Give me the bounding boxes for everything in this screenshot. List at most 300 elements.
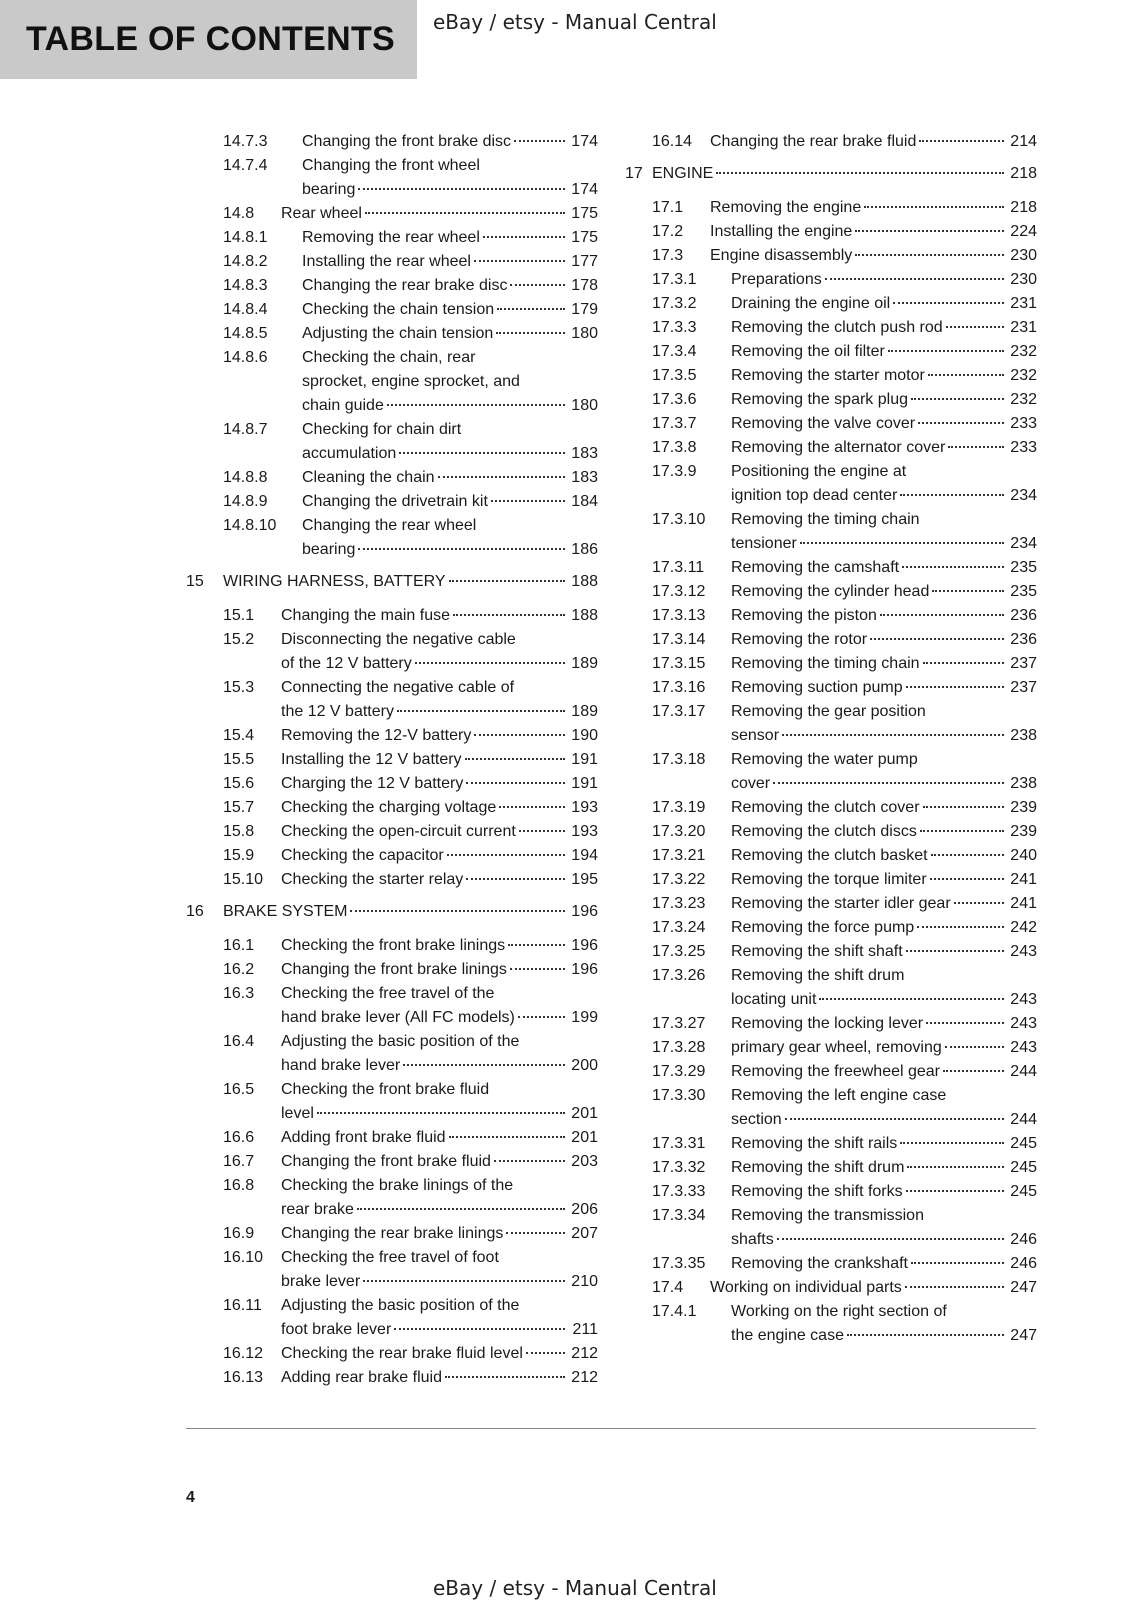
toc-page-number: 245	[1010, 1135, 1037, 1152]
toc-entry-number: 14.8	[223, 205, 255, 222]
toc-page-number: 243	[1010, 1039, 1037, 1056]
dot-leader	[449, 1136, 565, 1138]
dot-leader	[499, 806, 565, 808]
page-number: 4	[186, 1489, 195, 1506]
toc-entry-title: accumulation	[302, 445, 397, 462]
toc-page-number: 243	[1010, 991, 1037, 1008]
dot-leader	[943, 1070, 1004, 1072]
dot-leader	[773, 782, 1004, 784]
toc-entry-title: Removing the rotor	[731, 631, 868, 648]
toc-entry-title: Checking for chain dirt	[302, 421, 462, 438]
toc-entry-title: Removing the piston	[731, 607, 877, 624]
toc-entry-title: Removing the transmission	[731, 1207, 924, 1224]
dot-leader	[928, 374, 1004, 376]
toc-page-number: 241	[1010, 871, 1037, 888]
toc-entry[interactable]	[625, 916, 1037, 940]
toc-page-number: 179	[571, 301, 598, 318]
toc-entry[interactable]	[625, 580, 1037, 604]
toc-entry-number: 16.11	[223, 1297, 262, 1314]
toc-entry[interactable]	[625, 748, 1037, 796]
dot-leader	[782, 734, 1004, 736]
toc-page-number: 239	[1010, 799, 1037, 816]
toc-entry-number: 14.7.4	[223, 157, 268, 174]
toc-entry[interactable]	[186, 1246, 598, 1294]
toc-entry[interactable]	[186, 226, 598, 250]
dot-leader	[510, 284, 565, 286]
toc-page-number: 233	[1010, 415, 1037, 432]
dot-leader	[514, 140, 565, 142]
toc-entry-title: section	[731, 1111, 782, 1128]
dot-leader	[923, 662, 1004, 664]
toc-entry[interactable]	[186, 628, 598, 676]
toc-entry-number: 14.8.4	[223, 301, 268, 318]
toc-entry-title: brake lever	[281, 1273, 361, 1290]
toc-page-number: 245	[1010, 1183, 1037, 1200]
toc-entry-title: Removing the torque limiter	[731, 871, 927, 888]
toc-entry[interactable]	[625, 700, 1037, 748]
toc-entry[interactable]	[625, 292, 1037, 316]
dot-leader	[932, 590, 1004, 592]
toc-entry-number: 16.8	[223, 1177, 255, 1194]
toc-entry[interactable]	[625, 844, 1037, 868]
dot-leader	[926, 1022, 1004, 1024]
toc-entry[interactable]	[186, 934, 598, 958]
toc-entry-title: Adjusting the basic position of the	[281, 1033, 520, 1050]
watermark-top: eBay / etsy - Manual Central	[433, 10, 717, 34]
toc-entry[interactable]	[186, 796, 598, 820]
toc-entry[interactable]	[186, 274, 598, 298]
toc-entry[interactable]	[625, 316, 1037, 340]
toc-entry[interactable]	[186, 1222, 598, 1246]
dot-leader	[825, 278, 1004, 280]
toc-entry-title: Removing the shift rails	[731, 1135, 898, 1152]
toc-entry-title: Checking the chain tension	[302, 301, 495, 318]
toc-entry-number: 17.3	[652, 247, 684, 264]
toc-entry[interactable]	[186, 490, 598, 514]
toc-entry-number: 17.4.1	[652, 1303, 697, 1320]
toc-entry-title: shafts	[731, 1231, 774, 1248]
toc-entry[interactable]	[186, 466, 598, 490]
toc-entry-title: Cleaning the chain	[302, 469, 435, 486]
toc-page-number: 237	[1010, 679, 1037, 696]
toc-entry[interactable]	[625, 868, 1037, 892]
toc-page-number: 236	[1010, 607, 1037, 624]
toc-entry[interactable]	[625, 1156, 1037, 1180]
toc-entry[interactable]	[625, 1132, 1037, 1156]
toc-entry-number: 14.8.10	[223, 517, 277, 534]
toc-entry-title: Installing the 12 V battery	[281, 751, 462, 768]
toc-page-number: 175	[571, 229, 598, 246]
toc-entry-title: hand brake lever (All FC models)	[281, 1009, 515, 1026]
dot-leader	[911, 1262, 1004, 1264]
toc-entry-title: Changing the front brake linings	[281, 961, 507, 978]
toc-entry-title: Checking the free travel of the	[281, 985, 495, 1002]
toc-page-number: 237	[1010, 655, 1037, 672]
toc-entry-title: Removing the engine	[710, 199, 862, 216]
toc-entry-title: primary gear wheel, removing	[731, 1039, 942, 1056]
toc-entry-title: level	[281, 1105, 314, 1122]
toc-chapter-entry[interactable]	[625, 162, 1037, 186]
dot-leader	[777, 1238, 1004, 1240]
toc-page-number: 199	[571, 1009, 598, 1026]
dot-leader	[906, 950, 1004, 952]
toc-entry-number: 17.3.16	[652, 679, 706, 696]
dot-leader	[945, 1046, 1004, 1048]
toc-entry[interactable]	[625, 436, 1037, 460]
toc-page-number: 180	[571, 325, 598, 342]
toc-page-number: 238	[1010, 775, 1037, 792]
toc-entry[interactable]	[625, 556, 1037, 580]
toc-page-number: 242	[1010, 919, 1037, 936]
toc-entry[interactable]	[625, 1084, 1037, 1132]
toc-entry-title: Checking the chain, rear	[302, 349, 476, 366]
dot-leader	[880, 614, 1004, 616]
toc-entry[interactable]	[625, 412, 1037, 436]
toc-entry[interactable]	[186, 418, 598, 466]
toc-entry-title: Removing the clutch basket	[731, 847, 928, 864]
toc-entry[interactable]	[186, 820, 598, 844]
toc-entry-number: 17.3.23	[652, 895, 706, 912]
toc-entry-title: Removing the alternator cover	[731, 439, 946, 456]
toc-entry-title: of the 12 V battery	[281, 655, 412, 672]
toc-entry[interactable]	[186, 1294, 598, 1342]
toc-page-number: 244	[1010, 1111, 1037, 1128]
toc-page-number: 236	[1010, 631, 1037, 648]
toc-entry[interactable]	[186, 1342, 598, 1366]
toc-entry-number: 14.8.1	[223, 229, 268, 246]
toc-entry-number: 15.3	[223, 679, 255, 696]
dot-leader	[785, 1118, 1004, 1120]
toc-page-number: 235	[1010, 583, 1037, 600]
toc-entry-number: 17.3.4	[652, 343, 697, 360]
toc-entry[interactable]	[186, 514, 598, 562]
toc-page-number: 210	[571, 1273, 598, 1290]
toc-entry[interactable]	[625, 820, 1037, 844]
toc-entry-title: Checking the charging voltage	[281, 799, 497, 816]
toc-entry[interactable]	[186, 298, 598, 322]
toc-page-number: 235	[1010, 559, 1037, 576]
toc-entry[interactable]	[625, 892, 1037, 916]
toc-entry-number: 15.10	[223, 871, 264, 888]
toc-entry-number: 16.1	[223, 937, 255, 954]
dot-leader	[465, 758, 565, 760]
toc-page-number: 188	[571, 573, 598, 590]
toc-entry-title: Removing the cylinder head	[731, 583, 930, 600]
toc-entry[interactable]	[625, 1252, 1037, 1276]
toc-entry[interactable]	[186, 724, 598, 748]
toc-entry-title: Checking the free travel of foot	[281, 1249, 499, 1266]
toc-chapter-entry[interactable]	[186, 570, 598, 594]
toc-entry[interactable]	[625, 1276, 1037, 1300]
toc-entry[interactable]	[186, 1174, 598, 1222]
dot-leader	[510, 968, 565, 970]
toc-entry-title: Changing the rear brake disc	[302, 277, 508, 294]
toc-page-number: 230	[1010, 271, 1037, 288]
dot-leader	[357, 1208, 565, 1210]
toc-entry-title: Changing the front wheel	[302, 157, 480, 174]
toc-page-number: 241	[1010, 895, 1037, 912]
toc-entry[interactable]	[625, 340, 1037, 364]
toc-entry-title: ignition top dead center	[731, 487, 898, 504]
dot-leader	[930, 878, 1004, 880]
toc-entry-number: 14.8.5	[223, 325, 268, 342]
toc-entry-number: 16.2	[223, 961, 255, 978]
toc-entry-title: Checking the starter relay	[281, 871, 464, 888]
toc-entry[interactable]	[625, 244, 1037, 268]
toc-page-number: 234	[1010, 487, 1037, 504]
toc-entry-number: 14.8.7	[223, 421, 268, 438]
dot-leader	[466, 782, 565, 784]
toc-entry-title: Preparations	[731, 271, 822, 288]
toc-entry[interactable]	[186, 1366, 598, 1390]
toc-entry[interactable]	[625, 388, 1037, 412]
toc-entry[interactable]	[625, 604, 1037, 628]
toc-entry-title: Draining the engine oil	[731, 295, 891, 312]
dot-leader	[491, 500, 565, 502]
toc-page-number: 189	[571, 703, 598, 720]
toc-entry-title: the 12 V battery	[281, 703, 394, 720]
toc-entry-title: WIRING HARNESS, BATTERY	[223, 573, 446, 590]
dot-leader	[902, 566, 1004, 568]
toc-entry-title: Changing the main fuse	[281, 607, 450, 624]
toc-page-number: 245	[1010, 1159, 1037, 1176]
dot-leader	[907, 1166, 1004, 1168]
toc-entry[interactable]	[625, 964, 1037, 1012]
toc-entry-title: Adjusting the chain tension	[302, 325, 494, 342]
toc-entry[interactable]	[186, 748, 598, 772]
toc-entry-title: Changing the front brake fluid	[281, 1153, 491, 1170]
toc-entry-title: Removing the valve cover	[731, 415, 916, 432]
dot-leader	[438, 476, 565, 478]
toc-entry[interactable]	[186, 982, 598, 1030]
toc-entry[interactable]	[625, 1012, 1037, 1036]
dot-leader	[387, 404, 565, 406]
toc-entry[interactable]	[625, 1300, 1037, 1348]
toc-entry-number: 17.3.31	[652, 1135, 706, 1152]
toc-entry-title: Removing the 12-V battery	[281, 727, 472, 744]
toc-entry-title: Changing the rear wheel	[302, 517, 477, 534]
toc-entry-number: 14.8.2	[223, 253, 268, 270]
toc-entry[interactable]	[625, 652, 1037, 676]
toc-entry-number: 17.3.13	[652, 607, 706, 624]
toc-page-number: 193	[571, 823, 598, 840]
dot-leader	[920, 830, 1004, 832]
toc-entry-title: sprocket, engine sprocket, and	[302, 373, 520, 390]
toc-entry[interactable]	[625, 1036, 1037, 1060]
toc-entry[interactable]	[625, 1180, 1037, 1204]
toc-entry[interactable]	[186, 154, 598, 202]
toc-entry-number: 16.4	[223, 1033, 255, 1050]
toc-entry-title: Removing the shift drum	[731, 967, 905, 984]
toc-page-number: 247	[1010, 1279, 1037, 1296]
toc-entry-number: 17.1	[652, 199, 684, 216]
dot-leader	[716, 172, 1004, 174]
toc-page-number: 195	[571, 871, 598, 888]
toc-entry-title: rear brake	[281, 1201, 354, 1218]
toc-entry[interactable]	[186, 322, 598, 346]
toc-entry-number: 15.7	[223, 799, 255, 816]
dot-leader	[506, 1232, 565, 1234]
toc-page-number: 230	[1010, 247, 1037, 264]
dot-leader	[905, 1286, 1004, 1288]
dot-leader	[518, 1016, 565, 1018]
toc-entry-title: Removing suction pump	[731, 679, 903, 696]
dot-leader	[399, 452, 565, 454]
toc-entry-title: Checking the front brake fluid	[281, 1081, 490, 1098]
toc-entry-number: 16.6	[223, 1129, 255, 1146]
toc-entry-number: 15.8	[223, 823, 255, 840]
toc-entry-title: BRAKE SYSTEM	[223, 903, 348, 920]
toc-page-number: 184	[571, 493, 598, 510]
footer-divider	[186, 1428, 1036, 1429]
toc-page-number: 193	[571, 799, 598, 816]
toc-entry[interactable]	[625, 940, 1037, 964]
toc-entry[interactable]	[186, 250, 598, 274]
toc-page-number: 183	[571, 445, 598, 462]
dot-leader	[847, 1334, 1004, 1336]
dot-leader	[893, 302, 1004, 304]
toc-entry-title: Removing the starter motor	[731, 367, 925, 384]
toc-entry-number: 17.3.30	[652, 1087, 706, 1104]
toc-page-number: 231	[1010, 295, 1037, 312]
toc-entry-number: 16.12	[223, 1345, 264, 1362]
toc-entry-number: 17.3.19	[652, 799, 706, 816]
dot-leader	[358, 548, 565, 550]
toc-entry-number: 17.3.26	[652, 967, 706, 984]
header-block	[0, 0, 417, 79]
toc-entry-number: 17.3.25	[652, 943, 706, 960]
toc-entry-title: Changing the drivetrain kit	[302, 493, 488, 510]
dot-leader	[855, 254, 1004, 256]
toc-column-right	[625, 130, 1037, 1348]
toc-entry[interactable]	[186, 868, 598, 892]
toc-entry[interactable]	[625, 508, 1037, 556]
toc-entry-title: ENGINE	[652, 165, 714, 182]
toc-page-number: 244	[1010, 1063, 1037, 1080]
toc-entry-number: 17.3.28	[652, 1039, 706, 1056]
dot-leader	[888, 350, 1004, 352]
toc-page-number: 196	[571, 903, 598, 920]
toc-entry-title: Adjusting the basic position of the	[281, 1297, 520, 1314]
toc-entry[interactable]	[186, 346, 598, 418]
toc-entry-number: 17.3.21	[652, 847, 706, 864]
toc-entry[interactable]	[625, 1204, 1037, 1252]
page-title: TABLE OF CONTENTS	[26, 20, 396, 58]
toc-entry-title: Connecting the negative cable of	[281, 679, 515, 696]
toc-entry-number: 17.3.5	[652, 367, 697, 384]
dot-leader	[363, 1280, 565, 1282]
toc-entry-number: 14.8.9	[223, 493, 268, 510]
toc-entry[interactable]	[186, 958, 598, 982]
toc-entry-number: 14.8.3	[223, 277, 268, 294]
toc-entry[interactable]	[625, 196, 1037, 220]
toc-entry[interactable]	[186, 202, 598, 226]
toc-entry-number: 16.10	[223, 1249, 264, 1266]
dot-leader	[483, 236, 565, 238]
dot-leader	[449, 580, 565, 582]
dot-leader	[365, 212, 565, 214]
toc-entry[interactable]	[186, 130, 598, 154]
toc-entry[interactable]	[625, 796, 1037, 820]
dot-leader	[358, 188, 565, 190]
toc-entry-title: foot brake lever	[281, 1321, 392, 1338]
dot-leader	[497, 308, 565, 310]
toc-entry-title: Removing the shift forks	[731, 1183, 903, 1200]
watermark-bottom: eBay / etsy - Manual Central	[433, 1576, 717, 1600]
toc-entry-title: chain guide	[302, 397, 384, 414]
dot-leader	[397, 710, 565, 712]
toc-entry-title: Checking the capacitor	[281, 847, 444, 864]
toc-page-number: 191	[571, 775, 598, 792]
toc-entry[interactable]	[625, 460, 1037, 508]
toc-entry[interactable]	[186, 1030, 598, 1078]
toc-entry[interactable]	[186, 1078, 598, 1126]
toc-entry[interactable]	[625, 364, 1037, 388]
toc-entry-title: Engine disassembly	[710, 247, 853, 264]
toc-entry-number: 17.3.7	[652, 415, 697, 432]
dot-leader	[917, 926, 1004, 928]
dot-leader	[415, 662, 565, 664]
toc-entry[interactable]	[625, 130, 1037, 154]
toc-entry[interactable]	[186, 676, 598, 724]
dot-leader	[526, 1352, 565, 1354]
toc-entry-number: 17.3.34	[652, 1207, 706, 1224]
toc-entry[interactable]	[625, 268, 1037, 292]
dot-leader	[350, 910, 565, 912]
toc-entry-number: 17.3.1	[652, 271, 697, 288]
toc-entry-number: 15	[186, 573, 204, 590]
toc-entry-number: 16.14	[652, 133, 693, 150]
dot-leader	[948, 446, 1004, 448]
toc-entry-title: Rear wheel	[281, 205, 362, 222]
toc-entry-title: Removing the gear position	[731, 703, 926, 720]
toc-entry-number: 17.3.29	[652, 1063, 706, 1080]
toc-entry[interactable]	[186, 1126, 598, 1150]
toc-entry-title: Installing the rear wheel	[302, 253, 471, 270]
toc-page-number: 211	[572, 1321, 598, 1338]
toc-entry[interactable]	[625, 628, 1037, 652]
toc-entry-number: 14.8.6	[223, 349, 268, 366]
toc-entry[interactable]	[186, 772, 598, 796]
toc-page-number: 232	[1010, 343, 1037, 360]
toc-entry-title: Removing the force pump	[731, 919, 915, 936]
toc-page-number: 201	[571, 1129, 598, 1146]
toc-entry-title: Changing the rear brake linings	[281, 1225, 504, 1242]
toc-entry[interactable]	[186, 844, 598, 868]
toc-entry-number: 17.3.3	[652, 319, 697, 336]
toc-page-number: 180	[571, 397, 598, 414]
toc-entry-title: Removing the water pump	[731, 751, 918, 768]
toc-entry[interactable]	[625, 676, 1037, 700]
toc-entry-title: Removing the oil filter	[731, 343, 885, 360]
toc-page-number: 188	[571, 607, 598, 624]
dot-leader	[447, 854, 565, 856]
toc-entry-number: 17	[625, 165, 643, 182]
toc-entry[interactable]	[625, 1060, 1037, 1084]
toc-entry[interactable]	[186, 1150, 598, 1174]
toc-entry-title: bearing	[302, 541, 356, 558]
toc-page-number: 231	[1010, 319, 1037, 336]
toc-entry[interactable]	[186, 604, 598, 628]
toc-entry[interactable]	[625, 220, 1037, 244]
toc-entry-number: 17.3.18	[652, 751, 706, 768]
toc-entry-number: 16.9	[223, 1225, 255, 1242]
toc-chapter-entry[interactable]	[186, 900, 598, 924]
dot-leader	[870, 638, 1004, 640]
dot-leader	[864, 206, 1004, 208]
toc-entry-title: Removing the crankshaft	[731, 1255, 908, 1272]
toc-page-number: 186	[571, 541, 598, 558]
